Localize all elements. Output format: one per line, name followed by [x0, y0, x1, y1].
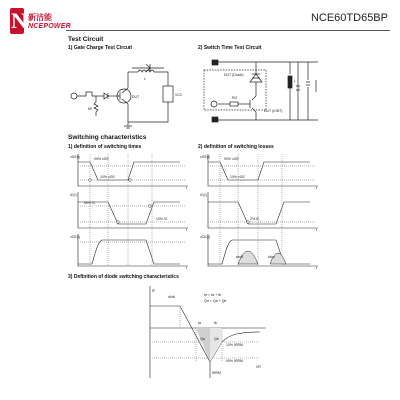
switching-times-waveforms [68, 150, 192, 270]
pct10-irrm-label: 10% IRRM [226, 343, 243, 347]
resistor-5k-label: 5K [88, 107, 93, 111]
tb-label: tb [214, 321, 217, 325]
t-axis-label-2: t [186, 228, 187, 232]
section-title-switching: Switching characteristics [68, 134, 147, 141]
pct2-ic-label: 2% iC [250, 217, 260, 221]
loss-off-label: tdoff [236, 255, 243, 259]
subtitle-switch-time: 2) Switch Time Test Circuit [198, 45, 262, 51]
logo-mark: N [11, 8, 27, 33]
inductor-label: L [144, 77, 146, 81]
diode-switching-waveform [140, 282, 270, 386]
subtitle-switching-times: 1) definition of switching times [68, 144, 142, 150]
dut-igbt-label: DUT (IGBT) [264, 109, 283, 113]
switch-time-circuit [198, 52, 328, 130]
t-axis-label-3: t [316, 266, 317, 270]
t-axis-label-3: t [186, 266, 187, 270]
subtitle-gate-charge: 1) Gate Charge Test Circuit [68, 45, 133, 51]
ic-axis-label: iC(t) [200, 193, 207, 197]
irrm-label: IRRM [212, 371, 221, 375]
trr-equation: trr = ta + tb [204, 293, 222, 297]
subtitle-switching-losses: 2) definition of switching losses [198, 144, 274, 150]
section-title-test-circuit: Test Circuit [68, 36, 104, 43]
logo-chinese-name: 新洁能 [28, 13, 52, 22]
switching-losses-waveforms [198, 150, 322, 270]
pct10-ic-label: 10% iC [156, 217, 168, 221]
inductor-l-label: L [294, 79, 296, 83]
qrr-equation: Qrr = Qa + Qb [204, 299, 227, 303]
vcc-label: VCC [175, 93, 183, 97]
if-label: IF [152, 289, 156, 293]
vge-axis-label: vGE(t) [70, 155, 81, 159]
vce-axis-label: vCE(t) [200, 235, 210, 239]
header-rule [66, 30, 390, 31]
pct10-vge-label: 10% vGE [100, 175, 115, 179]
company-logo [10, 8, 80, 38]
pct90-ic-label: 90% iC [84, 201, 96, 205]
loss-on-label: tdon [268, 255, 275, 259]
di-dt-label: di/dt [168, 295, 175, 299]
t-axis-label-2: t [316, 228, 317, 232]
vge-axis-label: vGE(t) [200, 155, 211, 159]
pct90-vge-label: 90% vGE [224, 157, 239, 161]
vr-label: VR [256, 365, 261, 369]
ta-label: ta [198, 321, 201, 325]
logo-english-name: NCEPOWER [28, 23, 71, 30]
gate-charge-circuit [68, 52, 196, 130]
rg-label: RG [232, 96, 238, 100]
dut-diode-label: DUT (Diode) [224, 73, 244, 77]
t-axis-label-1: t [316, 186, 317, 190]
t-axis-label-1: t [186, 186, 187, 190]
vce-axis-label: vCE(t) [70, 235, 80, 239]
dut-label: DUT [132, 95, 140, 99]
qb-label: Qb [214, 337, 219, 341]
pct90-irrm-label: 90% IRRM [226, 359, 243, 363]
qa-label: Qa [200, 337, 205, 341]
pct90-vge-label: 90% vGE [94, 157, 109, 161]
ic-axis-label: iC(t) [70, 193, 77, 197]
subtitle-diode-switching: 3) Definition of diode switching characteristics [68, 274, 179, 280]
part-number: NCE60TD65BP [310, 12, 388, 24]
pct10-vge-label: 10% vGE [230, 175, 245, 179]
